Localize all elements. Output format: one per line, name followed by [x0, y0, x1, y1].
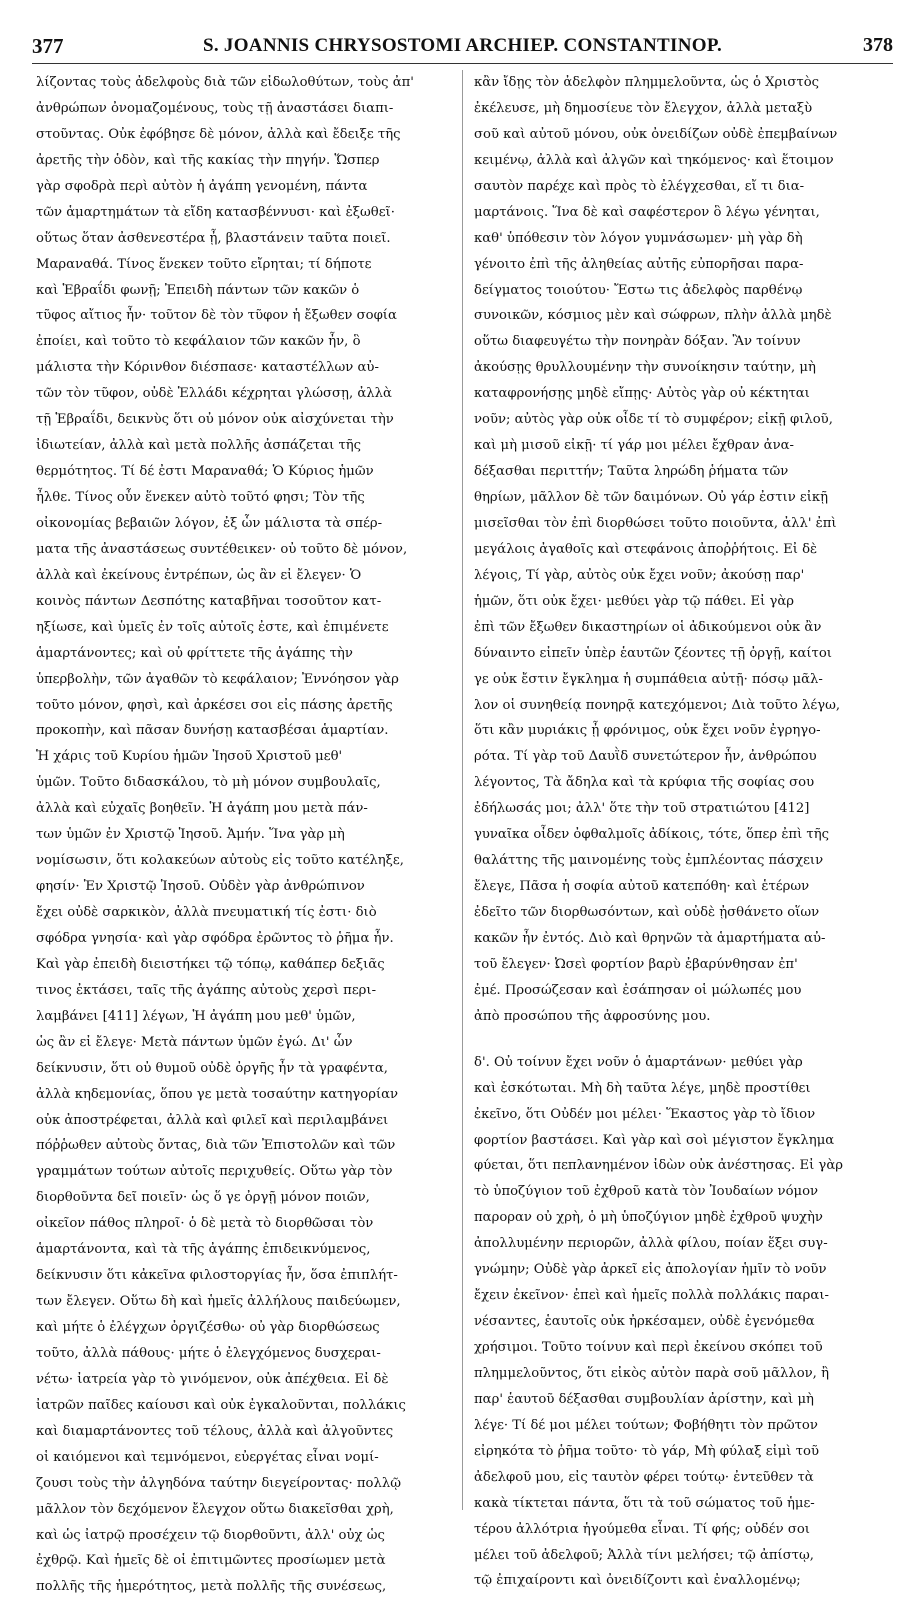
text-line: ἐκέλευσε, μὴ δημοσίευε τὸν ἔλεγχον, ἀλλὰ μεταξὺ [474, 100, 813, 116]
text-line: λέγοντος, Τὰ ἄδηλα καὶ τὰ κρύφια τῆς σοφίας σου [474, 775, 815, 791]
text-line: ἀλλὰ κηδεμονίας, ὅπου γε μετὰ τοσαύτην κατηγορίαν [36, 1086, 399, 1102]
text-line: ηξίωσε, καὶ ὑμεῖς ἐν τοῖς αὐτοῖς ἐστε, καὶ ἐπιμένετε [36, 619, 389, 635]
text-line: τοῦτο μόνον, φησὶ, καὶ ἀρκέσει σοι εἰς πάσης ἀρετῆς [36, 697, 393, 713]
text-line: ἡμῶν, ὅτι οὐκ ἔχει· μεθύει γὰρ τῷ πάθει. Εἰ γὰρ [474, 593, 795, 609]
text-line: οἰκεῖον πάθος πληροῖ· ὁ δὲ μετὰ τὸ διορθῶσαι τὸν [36, 1216, 374, 1232]
text-line: γένοιτο ἐπὶ τῆς ἀληθείας αὐτῆς εὐπορῆσαι παρα- [474, 256, 804, 272]
text-line: Ἡ χάρις τοῦ Κυρίου ἡμῶν Ἰησοῦ Χριστοῦ μεθ' [36, 749, 343, 765]
text-line: γε οὐκ ἔστιν ἔγκλημα ἡ συμπάθεια αὐτῇ· πόσῳ μᾶλ- [474, 671, 823, 687]
text-line: παροραν οὐ χρὴ, ὁ μὴ ὑποζύγιον μηδὲ ἐχθροῦ ψυχὴν [474, 1210, 823, 1226]
text-line: γνώμην; Οὐδὲ γὰρ ἀρκεῖ εἰς ἀπολογίαν ἡμῖν τὸ νοῦν [474, 1262, 827, 1278]
page-header [32, 34, 893, 62]
text-line: ἐμέ. Προσώζεσαν καὶ ἐσάπησαν οἱ μώλωπές μου [474, 982, 802, 998]
text-line: ἦλθε. Τίνος οὖν ἕνεκεν αὐτὸ τοῦτό φησι; Τὸν τῆς [36, 490, 365, 505]
text-line: θαλάττης τῆς μαινομένης τοὺς ἐμπλέοντας πάσχειν [474, 853, 824, 869]
text-line: τὸ ὑποζύγιον τοῦ ἐχθροῦ κατὰ τὸν Ἰουδαίων νόμον [474, 1184, 819, 1200]
text-line: καὶ διαμαρτάνοντες τοῦ τέλους, ἀλλὰ καὶ ἀλγοῦντες [36, 1423, 394, 1439]
text-line: ἔχειν ἐκεῖνον· ἐπεὶ καὶ ἡμεῖς πολλὰ πολλάκις παραι- [474, 1288, 829, 1304]
text-line: ἐκεῖνο, ὅτι Οὐδέν μοι μέλει· Ἕκαστος γὰρ τὸ ἴδιον [474, 1106, 816, 1122]
text-line: κοινὸς πάντων Δεσπότης καταβῆναι τοσοῦτον κατ- [36, 593, 382, 609]
text-line: μισεῖσθαι τὸν ἐπὶ διορθώσει τοῦτο ποιοῦντα, ἀλλ' ἐπὶ [474, 515, 837, 531]
text-line: ἐποίει, καὶ τοῦτο τὸ κεφάλαιον τῶν κακῶν ἦν, ὃ [36, 334, 361, 350]
text-line: ἔχει οὐδὲ σαρκικὸν, ἀλλὰ πνευματική τίς ἐστι· διὸ [36, 905, 377, 920]
text-line: φύεται, ὅτι πεπλανημένον ἰδὼν οὐκ ἀνέστησας. Εἰ γὰρ [474, 1158, 843, 1174]
text-line: καὶ ἐσκότωται. Μὴ δὴ ταῦτα λέγε, μηδὲ προστίθει [474, 1080, 811, 1096]
text-line: ἐδεῖτο τῶν διορθωσόντων, καὶ οὐδὲ ᾐσθάνετο οἵων [474, 905, 820, 920]
text-line: σαυτὸν παρέχε καὶ πρὸς τὸ ἐλέγχεσθαι, εἴ τι δια- [474, 178, 805, 194]
text-line: κακὰ τίκτεται πάντα, ὅτι τὰ τοῦ σώματος τοῦ ἡμε- [474, 1495, 815, 1511]
section-gap [474, 1030, 894, 1050]
right-column [474, 70, 894, 1594]
text-line: οἰκονομίας βεβαιῶν λόγον, ἐξ ὧν μάλιστα τὰ σπέρ- [36, 515, 383, 531]
text-line: οὐκ ἀποστρέφεται, ἀλλὰ καὶ φιλεῖ καὶ περιλαμβάνει [36, 1112, 389, 1128]
text-line: καὶ ὡς ἰατρῷ προσέχειν τῷ διορθοῦντι, ἀλλ' οὐχ ὡς [36, 1527, 385, 1543]
text-line: τῷ ἐπιχαίροντι καὶ ὀνειδίζοντι καὶ ἐναλλομένῳ; [474, 1573, 801, 1589]
text-line: μεγάλοις ἀγαθοῖς καὶ στεφάνοις ἀποῤῥήτοις. Εἰ δὲ [474, 541, 818, 557]
text-line: νέτω· ἰατρεία γὰρ τὸ γινόμενον, οὐκ ἀπέχθεια. Εἰ δὲ [36, 1371, 389, 1387]
text-line: τῇ Ἑβραΐδι, δεικνὺς ὅτι οὐ μόνον οὐκ αἰσχύνεται τὴν [36, 412, 394, 428]
text-line: ἀνθρώπων ὀνομαζομένους, τοὺς τῇ ἀναστάσει διαπι- [36, 100, 394, 116]
text-line: λέγε· Τί δέ μοι μέλει τούτων; Φοβήθητι τὸν πρῶτον [474, 1417, 818, 1433]
text-line: θερμότητος. Τί δέ ἐστι Μαραναθά; Ὁ Κύριος ἡμῶν [36, 464, 374, 480]
text-line: δείκνυσιν ὅτι κἀκεῖνα φιλοστοργίας ἦν, ὅσα ἐπιπλήτ- [36, 1268, 398, 1284]
text-line: ἀπολλυμένην περιορῶν, ἀλλὰ φίλου, ποίαν ἕξει συγ- [474, 1236, 828, 1252]
text-line: καὶ μὴ μισοῦ εἰκῇ· τί γάρ μοι μέλει ἔχθραν ἀνα- [474, 438, 794, 454]
text-line: κειμένῳ, ἀλλὰ καὶ ἀλγῶν καὶ τηκόμενος· καὶ ἕτοιμον [474, 152, 834, 168]
text-line: καὶ Ἑβραΐδι φωνῇ; Ἐπειδὴ πάντων τῶν κακῶν ὁ [36, 282, 360, 298]
text-line: δέξασθαι περιττήν; Ταῦτα ληρώδη ῥήματα τῶν [474, 464, 789, 480]
running-title: S. JOANNIS CHRYSOSTOMI ARCHIEP. CONSTANTINOP. [202, 35, 723, 56]
text-line: φησίν· Ἐν Χριστῷ Ἰησοῦ. Οὐδὲν γὰρ ἀνθρώπινον [36, 879, 365, 895]
page-number-left: 377 [32, 34, 64, 58]
text-line: μάλιστα τὴν Κόρινθον διέσπασε· καταστέλλων αὐ- [36, 360, 379, 376]
text-line: ζουσι τοὺς τὴν ἀλγηδόνα ταύτην διεγείροντας· πολλῷ [36, 1475, 401, 1491]
text-line: μαρτάνοις. Ἵνα δὲ καὶ σαφέστερον ὃ λέγω γένηται, [474, 204, 820, 220]
text-line: τῦφος αἴτιος ἦν· τοῦτον δὲ τὸν τῦφον ἡ ἔξωθεν σοφία [36, 308, 397, 324]
text-line: καταφρονήσῃς μηδὲ εἴπῃς· Αὐτὸς γὰρ οὐ κέκτηται [474, 386, 810, 402]
text-line: κἂν ἴδῃς τὸν ἀδελφὸν πλημμελοῦντα, ὡς ὁ Χριστὸς [474, 75, 820, 90]
text-line: νοῦν; αὐτὸς γὰρ οὐκ οἶδε τί τὸ συμφέρον; εἰκῇ φιλοῦ, [474, 412, 833, 428]
text-line: οὕτω διαφευγέτω τὴν πονηρὰν δόξαν. Ἂν τοίνυν [474, 334, 801, 350]
text-line: οὕτως ὅταν ἀσθενεστέρα ᾖ, βλαστάνειν ταῦτα ποιεῖ. [36, 230, 391, 246]
text-line: μᾶλλον τὸν δεχόμενον ἔλεγχον οὕτω διακεῖσθαι χρὴ, [36, 1501, 394, 1517]
text-line: ἀπὸ προσώπου τῆς ἀφροσύνης μου. [474, 1008, 711, 1024]
text-line: καθ' ὑπόθεσιν τὸν λόγον γυμνάσωμεν· μὴ γὰρ δὴ [474, 230, 803, 246]
left-column [36, 70, 452, 1600]
text-line: δ'. Οὐ τοίνυν ἔχει νοῦν ὁ ἁμαρτάνων· μεθύει γὰρ [474, 1054, 803, 1070]
text-line: δύναιντο εἰπεῖν ὑπὲρ ἑαυτῶν ζέοντες τῇ ὀργῇ, καίτοι [474, 645, 832, 661]
text-line: λέγοις, Τί γὰρ, αὐτὸς οὐκ ἔχει νοῦν; ἀκούσῃ παρ' [474, 567, 805, 583]
text-line: σοῦ καὶ αὐτοῦ μόνου, οὐκ ὀνειδίζων οὐδὲ ἐπεμβαίνων [474, 126, 838, 142]
text-line: ἀρετῆς τὴν ὁδὸν, καὶ τῆς κακίας τὴν πηγήν. Ὥσπερ [36, 152, 380, 168]
text-line: ὅτι κἂν μυριάκις ᾖ φρόνιμος, οὐκ ἔχει νοῦν ἐγρηγο- [474, 723, 821, 739]
text-line: ἀκούσῃς θρυλλουμένην τὴν συνοίκησιν ταύτην, μὴ [474, 360, 816, 376]
text-line: φορτίον βαστάσει. Καὶ γὰρ καὶ σοὶ μέγιστον ἔγκλημα [474, 1132, 835, 1148]
text-line: εἰρηκότα τὸ ῥῆμα τοῦτο· τὸ γάρ, Μὴ φύλαξ εἰμὶ τοῦ [474, 1443, 819, 1459]
text-line: δείγματος τοιούτου· Ἔστω τις ἀδελφὸς παρθένῳ [474, 282, 803, 298]
text-line: ἀδελφοῦ μου, εἰς ταυτὸν φέρει τούτῳ· ἐντεῦθεν τὰ [474, 1469, 814, 1485]
text-line: ρότα. Τί γὰρ τοῦ Δαυῒδ συνετώτερον ἦν, ἀνθρώπου [474, 749, 817, 765]
text-line: δείκνυσιν, ὅτι οὐ θυμοῦ οὐδὲ ὀργῆς ἦν τὰ γραφέντα, [36, 1060, 388, 1076]
text-line: ἔλεγε, Πᾶσα ἡ σοφία αὐτοῦ κατεπόθη· καὶ ἑτέρων [474, 879, 810, 895]
text-line: ἀλλὰ καὶ ἐκείνους ἐντρέπων, ὡς ἂν εἰ ἔλεγεν· Ὁ [36, 567, 362, 583]
text-line: τινος ἐκτάσει, ταῖς τῆς ἀγάπης αὐτοὺς χερσὶ περι- [36, 982, 377, 998]
text-line: ματα τῆς ἀναστάσεως συντέθεικεν· οὐ τοῦτο δὲ μόνον, [36, 541, 408, 557]
text-line: πόῤῥωθεν αὐτοὺς ὄντας, διὰ τῶν Ἐπιστολῶν καὶ τῶν [36, 1138, 396, 1154]
text-line: γυναῖκα οἶδεν ὀφθαλμοῖς ἀδίκοις, τότε, ὅπερ ἐπὶ τῆς [474, 827, 830, 843]
text-line: ἰατρῶν παῖδες καίουσι καὶ οὐκ ἐγκαλοῦνται, πολλάκις [36, 1397, 406, 1413]
text-line: χρήσιμοι. Τοῦτο τοίνυν καὶ περὶ ἐκείνου σκόπει τοῦ [474, 1340, 823, 1355]
text-line: πολλῆς τῆς ἡμερότητος, μετὰ πολλῆς τῆς συνέσεως, [36, 1579, 387, 1595]
text-line: πλημμελοῦντος, ὅτι εἰκὸς αὐτὸν παρὰ σοῦ μᾶλλον, ἢ [474, 1365, 829, 1381]
text-line: τῶν τὸν τῦφον, οὐδὲ Ἑλλάδι κέχρηται γλώσσῃ, ἀλλὰ [36, 386, 392, 402]
text-line: των ἔλεγεν. Οὕτω δὴ καὶ ἡμεῖς ἀλλήλους παιδεύωμεν, [36, 1294, 401, 1310]
text-line: σφόδρα γνησία· καὶ γὰρ σφόδρα ἐρῶντος τὸ ῥῆμα ἦν. [36, 930, 394, 946]
text-line: νομίσωσιν, ὅτι κολακεύων αὐτοὺς εἰς τοῦτο κατέληξε, [36, 853, 404, 869]
text-line: ἐχθρῷ. Καὶ ἡμεῖς δὲ οἱ ἐπιτιμῶντες προσίωμεν μετὰ [36, 1553, 386, 1569]
text-line: των ὑμῶν ἐν Χριστῷ Ἰησοῦ. Ἀμήν. Ἵνα γὰρ μὴ [36, 827, 345, 843]
text-line: ἐπὶ τῶν ἔξωθεν δικαστηρίων οἱ ἀδικούμενοι οὐκ ἂν [474, 619, 822, 635]
text-line: τοῦ ἔλεγεν· Ὠσεὶ φορτίον βαρὺ ἐβαρύνθησαν ἐπ' [474, 956, 798, 972]
text-line: συνοικῶν, κόσμιος μὲν καὶ σώφρων, πλὴν ἀλλὰ μηδὲ [474, 308, 832, 324]
text-line: ὑπερβολὴν, τῶν ἀγαθῶν τὸ κεφάλαιον; Ἐννόησον γὰρ [36, 671, 399, 687]
text-line: ἁμαρτάνοντα, καὶ τὰ τῆς ἀγάπης ἐπιδεικνύμενος, [36, 1242, 371, 1258]
text-line: λον οἱ συνηθείᾳ πονηρᾷ κατεχόμενοι; Διὰ τοῦτο λέγω, [474, 697, 841, 713]
text-line: τοῦτο, ἀλλὰ πάθους· μήτε ὁ ἐλεγχόμενος δυσχεραι- [36, 1345, 381, 1361]
text-line: λίζοντας τοὺς ἀδελφοὺς διὰ τῶν εἰδωλοθύτων, τοὺς ἀπ' [36, 75, 414, 90]
text-line: ὡς ἂν εἰ ἔλεγε· Μετὰ πάντων ὑμῶν ἐγώ. Δι' ὧν [36, 1034, 353, 1050]
text-line: τέρου ἀλλότρια ἡγούμεθα εἶναι. Τί φής; οὐδέν σοι [474, 1521, 810, 1537]
text-line: ἁμαρτάνοντες; καὶ οὐ φρίττετε τῆς ἀγάπης τὴν [36, 645, 353, 661]
text-line: στοῦντας. Οὐκ ἐφόβησε δὲ μόνον, ἀλλὰ καὶ ἔδειξε τῆς [36, 126, 401, 142]
page-number-right: 378 [863, 34, 893, 56]
text-line: κακῶν ἦν ἐντός. Διὸ καὶ θρηνῶν τὰ ἁμαρτήματα αὐ- [474, 930, 826, 946]
text-line: θηρίων, μᾶλλον δὲ τῶν δαιμόνων. Οὐ γάρ ἐστιν εἰκῇ [474, 490, 829, 505]
text-line: καὶ μήτε ὁ ἐλέγχων ὀργιζέσθω· οὐ γὰρ διορθώσεως [36, 1320, 380, 1335]
text-line: μέλει τοῦ ἀδελφοῦ; Ἀλλὰ τίνι μελήσει; τῷ ἀπίστῳ, [474, 1547, 814, 1563]
text-line: ἀλλὰ καὶ εὐχαῖς βοηθεῖν. Ἡ ἀγάπη μου μετὰ πάν- [36, 801, 368, 817]
text-line: Μαραναθά. Τίνος ἕνεκεν τοῦτο εἴρηται; τί δήποτε [36, 256, 372, 272]
text-line: γὰρ σφοδρὰ περὶ αὐτὸν ἡ ἀγάπη γενομένη, πάντα [36, 178, 368, 194]
text-line: Καὶ γὰρ ἐπειδὴ διειστήκει τῷ τόπῳ, καθάπερ δεξιᾶς [36, 956, 385, 972]
text-line: ἰδιωτείαν, ἀλλὰ καὶ μετὰ πολλῆς ἀσπάζεται τῆς [36, 438, 362, 454]
text-line: οἱ καιόμενοι καὶ τεμνόμενοι, εὐεργέτας εἶναι νομί- [36, 1449, 379, 1465]
text-line: ὑμῶν. Τοῦτο διδασκάλου, τὸ μὴ μόνον συμβουλαῖς, [36, 775, 381, 791]
text-line: προκοπὴν, καὶ πᾶσαν δυνήσῃ κατασβέσαι ἁμαρτίαν. [36, 723, 389, 739]
header-rule [32, 63, 893, 64]
text-line: διορθοῦντα δεῖ ποιεῖν· ὡς ὅ γε ὀργῇ μόνον ποιῶν, [36, 1190, 370, 1206]
text-line: παρ' ἑαυτοῦ δέξασθαι συμβουλίαν ἀρίστην, καὶ μὴ [474, 1391, 814, 1407]
text-line: γραμμάτων τούτων αὐτοῖς περιχυθείς. Οὕτω γὰρ τὸν [36, 1164, 393, 1180]
column-divider [462, 70, 463, 1510]
text-line: νέσαντες, ἑαυτοῖς οὐκ ἠρκέσαμεν, οὐδὲ ἐγενόμεθα [474, 1314, 815, 1330]
text-line: ἐδήλωσάς μοι; ἀλλ' ὅτε τὴν τοῦ στρατιώτου [412] [474, 801, 810, 817]
text-line: λαμβάνει [411] λέγων, Ἡ ἀγάπη μου μεθ' ὑμῶν, [36, 1008, 356, 1024]
text-line: τῶν ἁμαρτημάτων τὰ εἴδη κατασβέννυσι· καὶ ἐξωθεῖ· [36, 204, 395, 220]
